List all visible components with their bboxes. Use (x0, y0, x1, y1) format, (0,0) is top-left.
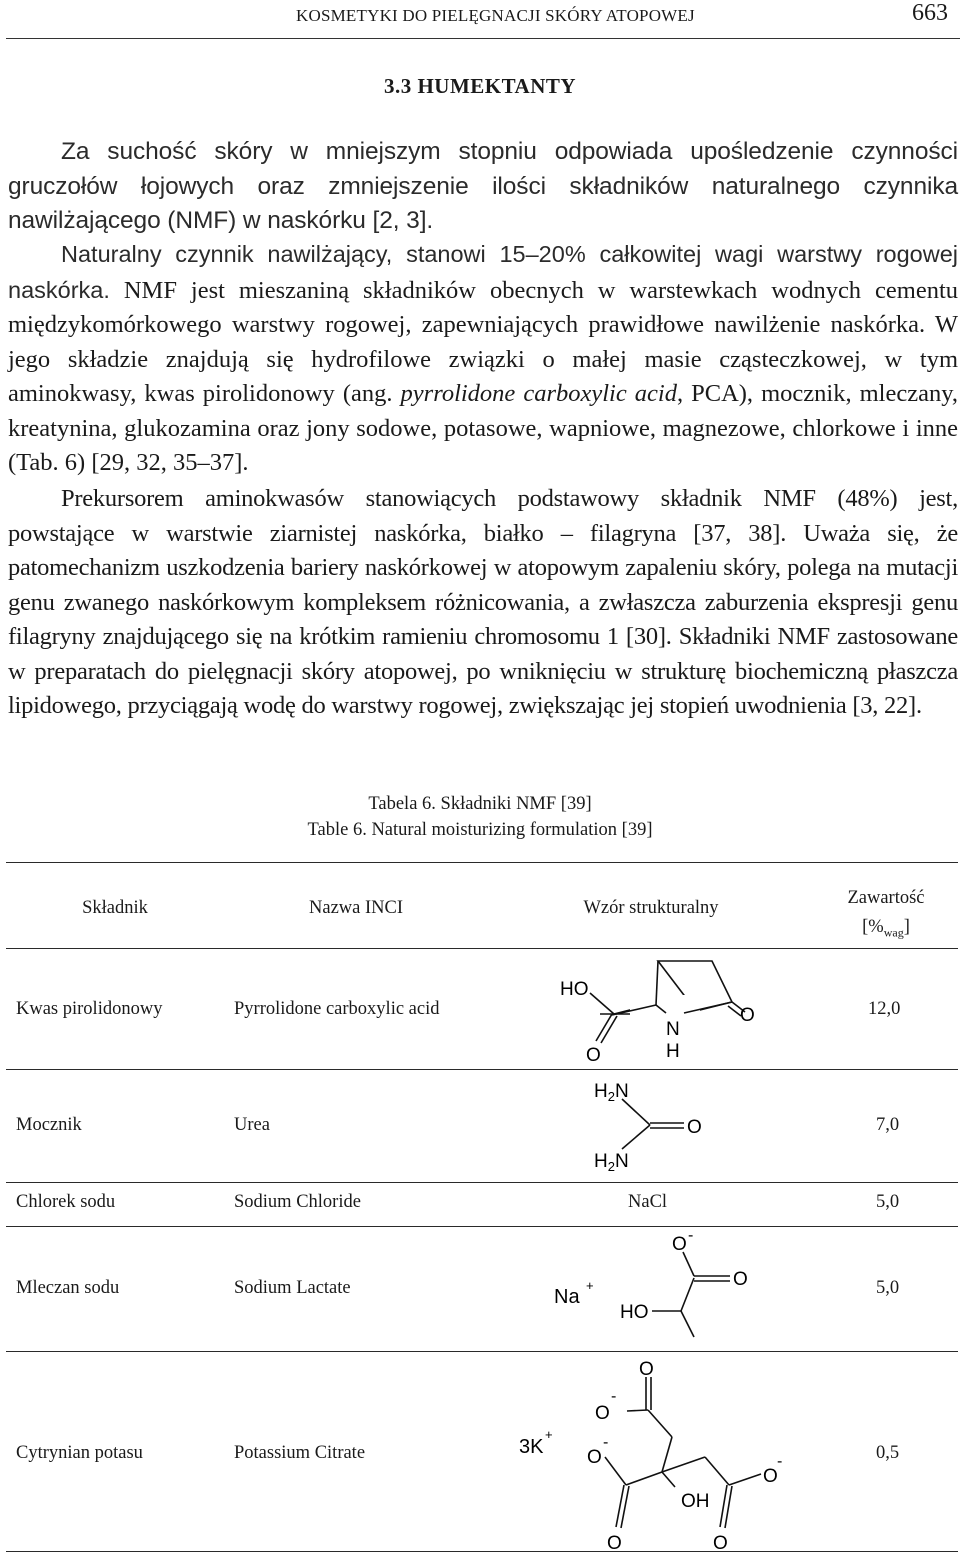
row4-content: 5,0 (876, 1278, 900, 1298)
citrate-o-top: O (639, 1359, 654, 1380)
paragraph-nmf-italic-term: pyrrolidone carboxylic acid (400, 380, 677, 407)
urea-bond-top (622, 1099, 650, 1125)
citrate-bond-left-o (605, 1457, 626, 1485)
citrate-bond-center-oh (662, 1472, 675, 1487)
row2-inci: Urea (234, 1115, 270, 1135)
table-rule-row2 (6, 1182, 958, 1183)
citrate-o-bottom-right: O (713, 1533, 728, 1554)
table-rule-row1 (6, 1069, 958, 1070)
header-content-unit (814, 913, 958, 948)
header-divider (6, 38, 960, 39)
citrate-bond-left-c (626, 1472, 662, 1485)
table-rule-row4 (6, 1351, 958, 1352)
lactate-o-minus-label: O (672, 1234, 687, 1255)
citrate-k-plus: + (545, 1427, 553, 1442)
row3-inci: Sodium Chloride (234, 1192, 361, 1212)
section-heading: 3.3 HUMEKTANTY (383, 74, 577, 98)
paragraph-nmf-body: NMF jest mieszaniną składników obecnych w warstewkach wodnych cementu międzykomórkowego warstwy rogowej, zapewniających prawidłowe nawilżenie naskórka. W jego składzie znajdują się hydrofilowe związki o małej masie cząsteczkowej, w tym aminokwasy, kwas pirolidonowy (ang. (8, 276, 958, 407)
row3-ingredient: Chlorek sodu (16, 1192, 116, 1212)
header-content-label: Zawartość (847, 888, 925, 908)
pca-n-label: N (666, 1019, 680, 1040)
row5-inci: Potassium Citrate (234, 1443, 366, 1463)
table-rule-bottom (6, 1551, 958, 1552)
citrate-oh-label: OH (681, 1491, 710, 1512)
row2-content: 7,0 (876, 1115, 900, 1135)
lactate-o-label: O (733, 1269, 748, 1290)
table-rule-row3 (6, 1226, 958, 1227)
lactate-na-label: Na (554, 1286, 580, 1308)
row1-content: 12,0 (868, 999, 901, 1019)
citrate-minus-3: - (777, 1453, 783, 1470)
citrate-o-bottom-left: O (607, 1533, 622, 1554)
lactate-structure (550, 1232, 770, 1347)
row3-content: 5,0 (876, 1192, 900, 1212)
row1-inci: Pyrrolidone carboxylic acid (234, 999, 440, 1019)
table-rule-header (6, 948, 958, 949)
urea-structure (590, 1075, 720, 1175)
urea-h2n-bottom: $H_2N$ (594, 1151, 629, 1174)
pca-bond-c-oh (590, 993, 614, 1014)
header-content-open: [% (862, 917, 884, 937)
urea-o-label: O (687, 1117, 702, 1138)
lactate-na-plus: + (586, 1278, 594, 1293)
header-structural-formula: Wzór strukturalny (583, 898, 719, 918)
paragraph-dryness: Za suchość skóry w mniejszym stopniu odpowiada upośledzenie czynności gruczołów łojowych oraz zmniejszenie ilości składników naturalnego czynnika nawilżającego (NMF) w naskórku [2, 3]. (8, 138, 958, 234)
table-caption-english: Table 6. Natural moisturizing formulation [39] (307, 820, 653, 840)
lactate-bond-o-minus (683, 1252, 694, 1276)
row4-inci: Sodium Lactate (234, 1278, 351, 1298)
row4-ingredient: Mleczan sodu (16, 1278, 120, 1298)
nmf-table (6, 862, 958, 1552)
header-inci: Nazwa INCI (309, 898, 403, 918)
row5-content: 0,5 (876, 1443, 900, 1463)
row3-formula: NaCl (628, 1192, 668, 1212)
pca-structure (560, 955, 780, 1065)
urea-h2n-top: $H_2N$ (594, 1081, 629, 1104)
pca-h-label: H (666, 1041, 680, 1062)
lactate-bond-c-c (681, 1278, 694, 1311)
citrate-bond-right-c (705, 1457, 729, 1485)
citrate-minus-2: - (603, 1434, 609, 1451)
lactate-ho-label: HO (620, 1302, 649, 1323)
table-rule-top (6, 862, 958, 863)
urea-bond-bottom (622, 1125, 650, 1149)
citrate-k-label: 3K (519, 1436, 544, 1458)
row2-ingredient: Mocznik (16, 1115, 82, 1135)
citrate-bond-top-chain (648, 1410, 672, 1437)
row5-ingredient: Cytrynian potasu (16, 1443, 143, 1463)
paragraph-nmf-tail: , PCA), mocznik, mleczany, kreatynina, glukozamina oraz jony sodowe, potasowe, wapniowe, magnezowe, chlorkowe i inne (Tab. 6) [29, 32, 35–37]. (8, 380, 958, 476)
citrate-bond-right-chain (662, 1457, 705, 1472)
table-caption-polish: Tabela 6. Składniki NMF [39] (368, 794, 592, 814)
citrate-o-minus-3: O (763, 1466, 778, 1487)
page-number: 663 (912, 0, 948, 26)
citrate-bond-chain-center (662, 1437, 672, 1472)
header-content-close: ] (903, 917, 910, 937)
header-ingredient: Składnik (82, 898, 148, 918)
pca-o-label: O (586, 1045, 601, 1065)
citrate-structure (515, 1357, 795, 1557)
pca-ho-label: HO (560, 979, 589, 1000)
pca-carbonyl-o-label: O (740, 1005, 755, 1026)
running-header (0, 0, 960, 40)
header-content (814, 884, 958, 948)
paragraph-nmf (8, 237, 958, 481)
header-content-sub: wag (883, 925, 904, 940)
citrate-minus-1: - (611, 1388, 617, 1405)
citrate-o-minus-1: O (595, 1403, 610, 1424)
citrate-o-minus-2: O (587, 1447, 602, 1468)
paragraph-nmf-lead: Naturalny czynnik nawilżający, stanowi 15–20% całkowitej wagi warstwy rogowej naskórka. (8, 241, 958, 303)
lactate-bond-methyl (681, 1311, 694, 1337)
row1-ingredient: Kwas pirolidonowy (16, 999, 163, 1019)
lactate-minus-sign: - (688, 1232, 694, 1244)
citrate-bond-top-o (627, 1410, 648, 1411)
citrate-bond-right-o (729, 1474, 761, 1485)
paragraph-filaggrin-text: Prekursorem aminokwasów stanowiących podstawowy składnik NMF (48%) jest, powstające w warstwie ziarnistej naskórka, białko – filagryna [37, 38]. Uważa się, że patomechanizm uszkodzenia bariery naskórkowej w atopowym zapaleniu skóry, polega na mutacji genu zwanego naskórkowym kompleksem różnicowania, a zwłaszcza zaburzenia ekspresji genu filagryny znajdującego się na krótkim ramieniu chromosomu 1 [30]. Składniki NMF zastosowane w preparatach do pielęgnacji skóry atopowej, po wniknięciu w strukturę biochemiczną płaszcza lipidowego, przyciągają wodę do warstwy rogowej, zwiększając jej stopień uwodnienia [3, 22]. (8, 485, 958, 719)
paragraph-filaggrin (8, 482, 958, 724)
running-header-title: KOSMETYKI DO PIELĘGNACJI SKÓRY ATOPOWEJ (296, 6, 695, 25)
